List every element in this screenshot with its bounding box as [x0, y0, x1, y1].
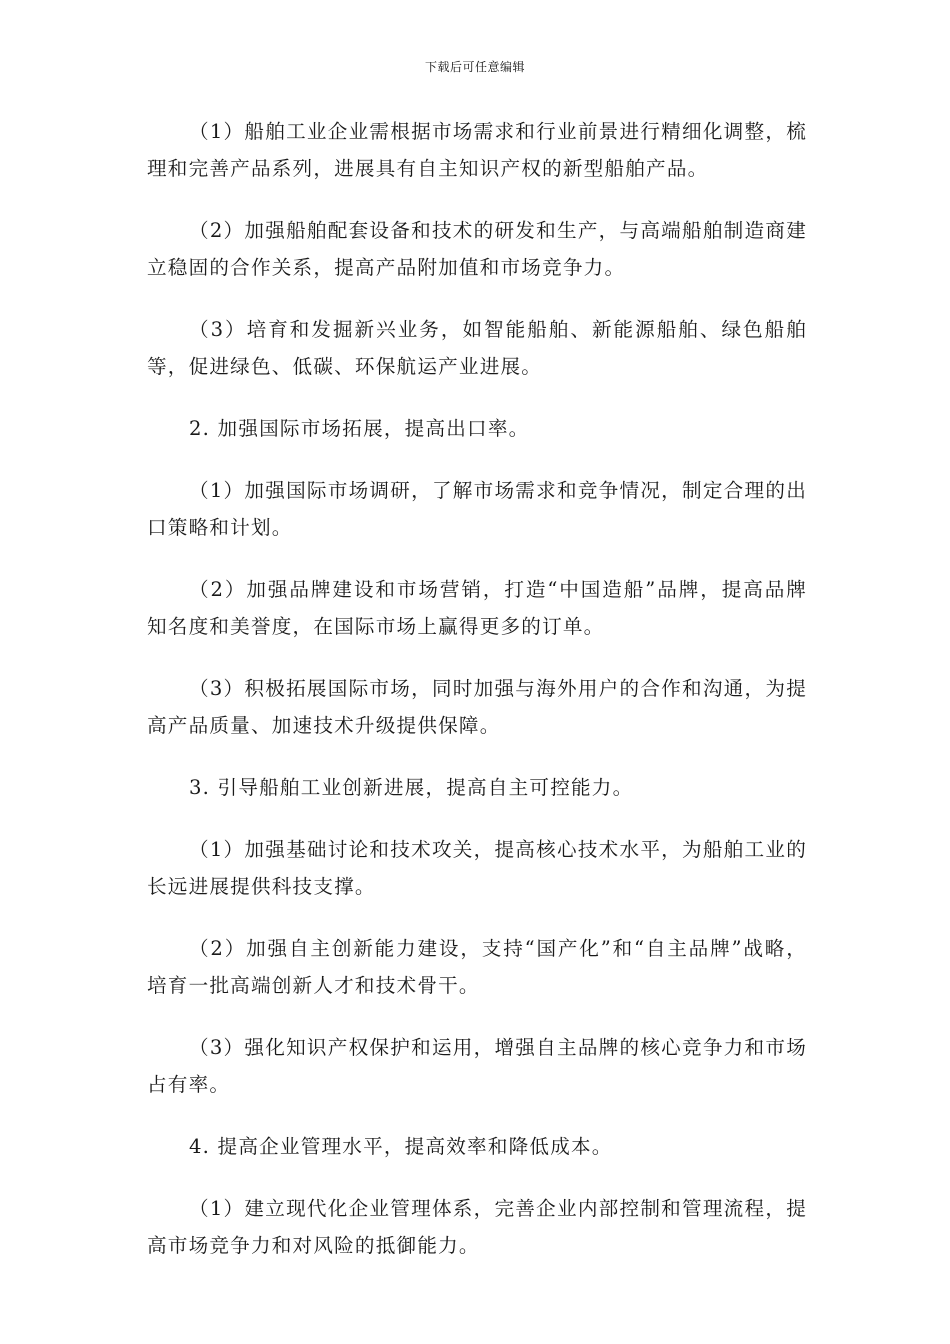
paragraph: （2）加强品牌建设和市场营销，打造“中国造船”品牌，提高品牌知名度和美誉度，在国际市场上赢得更多的订单。 [147, 578, 807, 638]
paragraph: （1）加强基础讨论和技术攻关，提高核心技术水平，为船舶工业的长远进展提供科技支撑。 [147, 838, 807, 898]
paragraph: （1）加强国际市场调研，了解市场需求和竞争情况，制定合理的出口策略和计划。 [147, 479, 807, 539]
paragraph: （1）船舶工业企业需根据市场需求和行业前景进行精细化调整，梳理和完善产品系列，进展具有自主知识产权的新型船舶产品。 [147, 120, 807, 180]
section-heading: 3. 引导船舶工业创新进展，提高自主可控能力。 [189, 776, 634, 799]
paragraph: （1）建立现代化企业管理体系，完善企业内部控制和管理流程，提高市场竞争力和对风险的抵御能力。 [147, 1197, 807, 1257]
section-heading: 2. 加强国际市场拓展，提高出口率。 [189, 417, 530, 440]
paragraph: （2）加强船舶配套设备和技术的研发和生产，与高端船舶制造商建立稳固的合作关系，提高产品附加值和市场竞争力。 [147, 219, 807, 279]
paragraph: （3）培育和发掘新兴业务，如智能船舶、新能源船舶、绿色船舶等，促进绿色、低碳、环保航运产业进展。 [147, 318, 807, 378]
paragraph: （3）积极拓展国际市场，同时加强与海外用户的合作和沟通，为提高产品质量、加速技术升级提供保障。 [147, 677, 807, 737]
paragraph: （2）加强自主创新能力建设，支持“国产化”和“自主品牌”战略，培育一批高端创新人才和技术骨干。 [147, 937, 807, 997]
document-body [147, 113, 807, 1289]
paragraph: （3）强化知识产权保护和运用，增强自主品牌的核心竞争力和市场占有率。 [147, 1036, 807, 1096]
section-heading: 4. 提高企业管理水平，提高效率和降低成本。 [189, 1135, 613, 1158]
header-note: 下载后可任意编辑 [424, 60, 525, 74]
